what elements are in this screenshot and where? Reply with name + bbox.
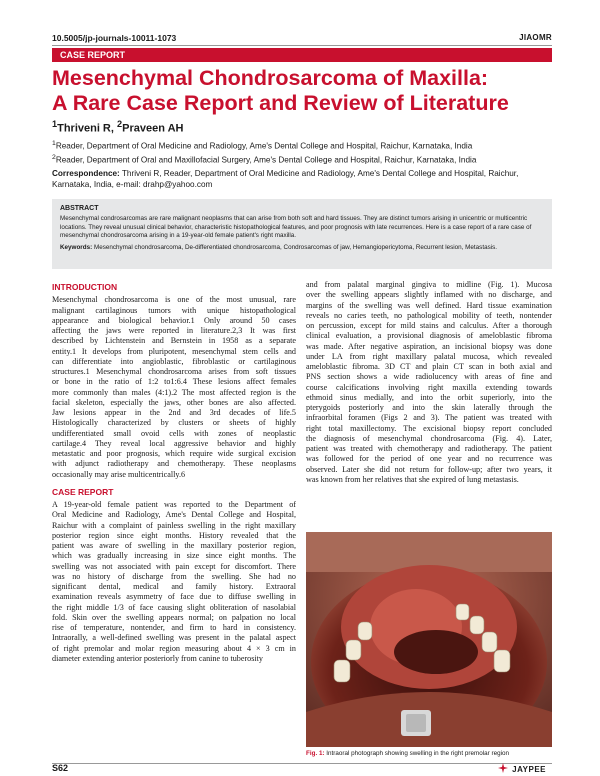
intro-line: metastatic and poor prognosis, which require wide surgical excision — [52, 449, 296, 458]
author-2-sup: 2 — [117, 119, 123, 129]
affiliation-1 — [52, 140, 552, 151]
right-column-line: was followed for the period of one year and no recurrence was — [306, 454, 552, 464]
intro-line: structures.1 Mesenchymal chondrosarcoma arises from soft tissues — [52, 367, 296, 376]
author-1-sup: 1 — [52, 119, 58, 129]
abstract-box — [52, 199, 552, 269]
case-report-line: significant dental, medical and family history. Extraoral — [52, 582, 296, 591]
right-column-line: and from palatal marginal gingiva to midline (Fig. 1). Mucosa — [306, 280, 552, 289]
case-report-line: was no history of discharge from the swelling. She had no — [52, 571, 296, 581]
right-column-line: ameloblastic fibroma. 3D CT and plain CT scan in both axial and — [306, 362, 552, 371]
publisher-name: JAYPEE — [512, 765, 546, 774]
intro-line: affecting the jaws were reported in literature.2,3 It was first — [52, 326, 296, 335]
case-report-line: diameter extending anterior posteriorly from canine to tuberosity — [52, 653, 263, 663]
affiliation-1-sup: 1 — [52, 140, 56, 147]
right-column-line: ethmoid sinus medially, and into the orbit superiorly, into the — [306, 392, 552, 402]
right-column-body — [306, 280, 552, 485]
right-column-line: observed. Later she did not return for follow-up; after two years, it — [306, 464, 552, 474]
keywords-text: Mesenchymal chondrosarcoma, De-differentiated chondrosarcoma, Condrosarcomas of jaw, Hemangiopericytoma, Recurrent lesion, Metastasis. — [92, 243, 498, 251]
right-column-line: reveals no caries teeth, no pathological mobility of teeth, nontender — [306, 310, 552, 320]
affiliation-2-sup: 2 — [52, 154, 56, 161]
author-1: Thriveni R — [57, 122, 111, 135]
intro-line: occasionally may arise multicentrically.6 — [52, 469, 186, 479]
correspondence-label: Correspondence: — [52, 169, 120, 178]
figure-caption-text: Intraoral photograph showing swelling in the right premolar region — [324, 750, 510, 757]
intro-line: Histologically characterized by clusters or sheets of highly — [52, 418, 296, 428]
affiliation-2 — [52, 154, 552, 165]
right-column-line: patient was treated with chemotherapy and radiotherapy. The patient — [306, 444, 552, 453]
intro-line: Mesenchymal chondrosarcoma is one of the most unusual, rare — [52, 295, 296, 305]
case-report-line: Raichur with a complaint of painless swelling in the right maxillary — [52, 520, 296, 530]
jaypee-logo-icon — [498, 763, 508, 773]
right-column-line: the diagnosis of mesenchymal chondrosarcoma (Fig. 4). Later, — [306, 433, 552, 443]
title-line-1: Mesenchymal Chondrosarcoma of Maxilla: — [52, 66, 489, 90]
intro-body — [52, 295, 296, 480]
case-report-line: which was gradually increasing in size since eight months. The — [52, 551, 296, 561]
affiliation-2-text: Reader, Department of Oral and Maxillofacial Surgery, Ame's Dental College and Hospital, Raichur, Karnataka, India — [55, 155, 477, 165]
figure-label: Fig. 1: — [306, 750, 325, 757]
case-report-line: of right premolar and molar region measuring about 4 × 3 cm in — [52, 643, 296, 653]
correspondence-text: Thriveni R, Reader, Department of Oral Medicine and Radiology, Ame's Dental College and Hospital, Raichur, Karnataka, India, e-mail: drahp@yahoo.com — [52, 169, 519, 189]
right-column-line: pterygoids posteriorly and into the skin laterally through the — [306, 403, 552, 412]
right-column-line: margins of the swelling was well defined. Hard tissue examination — [306, 300, 552, 310]
article-title — [52, 66, 552, 116]
intro-line: described by Lichtenstein and Bernstein in 1958 as a separate — [52, 336, 296, 346]
intro-line: more commonly than males (4:1).2 The most affected region is the — [52, 387, 296, 397]
doi: 10.5005/jp-journals-10011-1073 — [52, 33, 177, 43]
case-report-line: patient was aware of swelling in the maxillary posterior region, — [52, 541, 296, 550]
case-report-line: Intraorally, a well-defined swelling was present in the palatal aspect — [52, 633, 296, 643]
correspondence — [52, 168, 552, 190]
right-column-line: infraorbital foramen (Figs 2 and 3). The patient was treated with — [306, 413, 552, 423]
right-column-line: clinical evaluation, a provisional diagnosis of ameloblastic fibroma — [306, 331, 552, 341]
case-report-line: Oral Medicine and Radiology, Ame's Dental College and Hospital, — [52, 510, 296, 520]
right-column-line: was known from her relatives that she expired of lung metastasis. — [306, 474, 519, 484]
section-tag: CASE REPORT — [52, 48, 552, 62]
journal-name: JIAOMR — [519, 33, 552, 42]
intro-line: Jaw lesions appear in the 2nd and 3rd decades of life.5 — [52, 408, 296, 417]
right-column-line: over the swelling appears slightly inflamed with no discharge, and — [306, 290, 552, 300]
right-column-line: course calcifications involving right maxilla extending towards — [306, 382, 552, 392]
intro-line: appearance and biological behavior.1 Only around 50 cases — [52, 315, 296, 325]
intro-line: facial skeleton, especially the jaws, other bones are also affected. — [52, 397, 296, 407]
intraoral-photo-illustration — [306, 532, 552, 747]
right-column-line: under LA from right maxillary palatal mucosa, which revealed — [306, 351, 552, 361]
intro-line: undifferentiated small ovoid cells with zones of neoplastic — [52, 428, 296, 438]
case-report-line: A 19-year-old female patient was reported to the Department of — [52, 500, 296, 509]
author-2: Praveen AH — [122, 122, 184, 135]
abstract-heading: ABSTRACT — [60, 205, 99, 212]
title-line-2: A Rare Case Report and Review of Literature — [52, 91, 509, 115]
author-separator: , — [110, 122, 118, 135]
intro-heading: INTRODUCTION — [52, 282, 118, 292]
intro-line: malignant cartilaginous tumors with unique histopathological — [52, 305, 296, 315]
footer-divider — [52, 763, 552, 764]
affiliation-1-text: Reader, Department of Oral Medicine and Radiology, Ame's Dental College and Hospital, Raichur, Karnataka, India — [55, 141, 473, 151]
left-column — [52, 280, 296, 664]
header-divider — [52, 45, 552, 46]
right-column-line: on percussion, except for mild stains and calculus. After a thorough — [306, 321, 552, 330]
intro-line: or bone in the ratio of 1:2 to1:6.4 These lesions affect females — [52, 377, 296, 387]
case-report-line: swelling was not associated with pain except for discomfort. There — [52, 561, 296, 571]
right-column-line: was made. After negative aspiration, an incisional biopsy was done — [306, 341, 552, 351]
right-column-line: PNS section shows a wide radiolucency with areas of fine and — [306, 372, 552, 382]
case-report-line: fold. Skin over the swelling appears normal; on palpation no local — [52, 612, 296, 622]
case-report-line: the right middle 1/3 of face causing slight obliteration of nasolabial — [52, 602, 296, 612]
intro-line: entity.1 It develops from pluripotent, mesenchymal stem cells and — [52, 346, 296, 356]
case-report-heading: CASE REPORT — [52, 486, 114, 497]
intro-line: cartilage.4 They reveal local aggressive behavior and highly — [52, 438, 296, 448]
keywords-label: Keywords: — [60, 243, 93, 251]
right-column — [306, 280, 552, 485]
case-report-line: rise of temperature, nontender, and firm to hard in consistency. — [52, 623, 296, 632]
figure-caption — [306, 750, 556, 757]
keywords — [60, 244, 544, 252]
case-report-body — [52, 500, 296, 664]
case-report-line: examination reveals asymmetry of face due to diffuse swelling in — [52, 592, 296, 602]
case-report-line: posterior region since eight months. History revealed that the — [52, 530, 296, 540]
authors — [52, 119, 183, 135]
intro-line: with adjunct radiotherapy and chemotherapy. These neoplasms — [52, 459, 296, 469]
intraoral-photograph — [306, 532, 552, 747]
right-column-line: right total maxillectomy. The excisional biopsy report concluded — [306, 423, 552, 433]
abstract-text: Mesenchymal condrosarcomas are rare malignant neoplasms that can arise from both soft and hard tissues. They are distinct tumors arising in unicentric or multicentric locations. They reveal unusual clinical behavior, characteristic histopathological features, and poor prognosis with late recurrences. Here is a case report of a rare case of mesenchymal chondrosarcoma arising in a 19-year-old female patient's right maxilla. — [60, 215, 532, 240]
intro-line: can differentiate into angioblastic, fibroblastic or cartilaginous — [52, 356, 296, 366]
page-number: S62 — [52, 763, 69, 773]
